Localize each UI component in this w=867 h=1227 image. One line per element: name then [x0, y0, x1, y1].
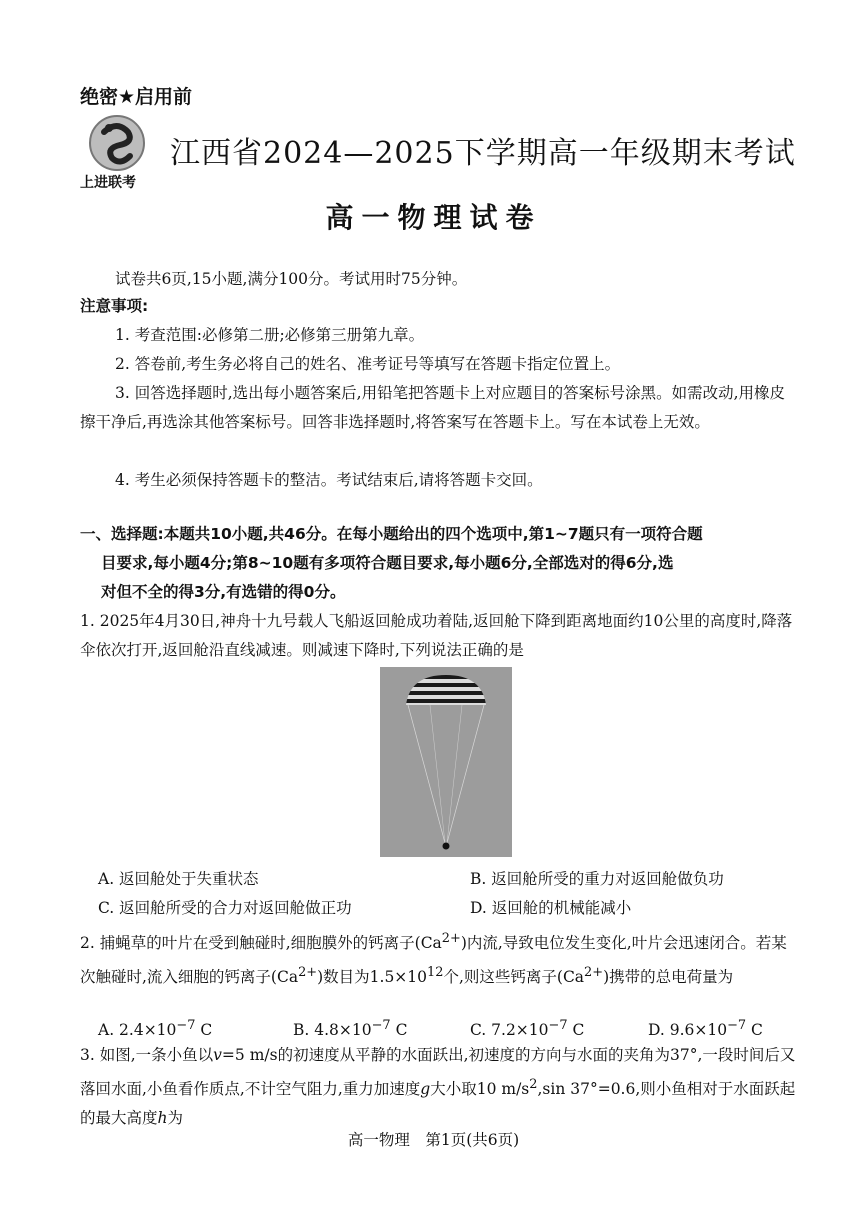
gravity-symbol: g [420, 1080, 431, 1099]
q1-option-c: C. 返回舱所受的合力对返回舱做正功 [98, 899, 352, 917]
notice-heading: 注意事项: [80, 297, 149, 315]
exam-info: 试卷共6页,15小题,满分100分。考试用时75分钟。 [115, 270, 468, 288]
capsule-parachute-photo [380, 667, 512, 857]
notice-item: 4. 考生必须保持答题卡的整洁。考试结束后,请将答题卡交回。 [115, 471, 543, 489]
parachute-icon [380, 667, 512, 857]
section-line: 目要求,每小题4分;第8~10题有多项符合题目要求,每小题6分,全部选对的得6分,选 [101, 554, 674, 572]
q1-option-b: B. 返回舱所受的重力对返回舱做负功 [470, 870, 724, 888]
squared-exponent: 2 [529, 1077, 538, 1092]
notice-item: 3. 回答选择题时,选出每小题答案后,用铅笔把答题卡上对应题目的答案标号涂黑。如需改动,用橡皮擦干净后,再选涂其他答案标号。回答非选择题时,将答案写在答题卡上。写在本试卷上无效。 [80, 384, 785, 431]
question-2-stem [80, 924, 796, 992]
section-line: 对但不全的得3分,有选错的得0分。 [101, 583, 346, 601]
q2-text: )数目为1.5×10 [317, 968, 428, 987]
q1-option-d: D. 返回舱的机械能减小 [470, 899, 632, 917]
q2-superscript: 2+ [298, 965, 318, 981]
q2-exponent: 12 [427, 965, 444, 981]
q2-superscript: 2+ [441, 931, 461, 946]
question-3-stem: 3. 如图,一条小鱼以v=5 m/s的初速度从平静的水面跃出,初速度的方向与水面的夹角为37°,一段时间后又落回水面,小鱼看作质点,不计空气阻力,重力加速度g大小取10 $m/s^2,\sin$ 37°=0.6,则小鱼相对于水面跃起的最大高度h为 [80, 1046, 796, 1128]
q2-option-b: B. $4.8\times 10^{-7}$ C [293, 1018, 408, 1040]
q1-option-a: A. 返回舱处于失重状态 [98, 870, 259, 888]
height-symbol: h [157, 1109, 168, 1128]
q2-text: )携带的总电荷量为 [603, 968, 734, 987]
question-1-stem: 1. 2025年4月30日,神舟十九号载人飞船返回舱成功着陆,返回舱下降到距离地面约10公里的高度时,降落伞依次打开,返回舱沿直线减速。则减速下降时,下列说法正确的是 [80, 612, 793, 659]
q2-text: 2. 捕蝇草的叶片在受到触碰时,细胞膜外的钙离子(Ca [80, 934, 442, 953]
exam-title: 江西省2024—2025下学期高一年级期末考试 [170, 136, 796, 171]
q2-superscript: 2+ [584, 965, 604, 981]
subject-title: 高一物理试卷 [325, 201, 542, 234]
section-heading [80, 520, 796, 607]
q2-text: 个,则这些钙离子(Ca [443, 968, 585, 987]
q2-option-a: A. $2.4\times 10^{-7}$ C [98, 1018, 213, 1040]
page-footer: 高一物理 第1页(共6页) [347, 1131, 520, 1149]
confidential-label: 绝密★启用前 [80, 86, 193, 108]
logo-emblem-icon [82, 112, 152, 174]
notice-item: 1. 考查范围:必修第二册;必修第三册第九章。 [115, 326, 425, 344]
velocity-symbol: v [213, 1046, 222, 1064]
q2-option-c: C. $7.2\times 10^{-7}$ C [470, 1018, 585, 1040]
q2-text: )内流,导致电位发生变化,叶片会迅速闭合。若某次触碰时,流入细胞的钙离子(Ca [80, 934, 787, 987]
q2-option-d: D. $9.6\times 10^{-7}$ C [648, 1018, 763, 1040]
notice-item: 2. 答卷前,考生务必将自己的姓名、准考证号等填写在答题卡指定位置上。 [115, 355, 621, 373]
section-line: 一、选择题:本题共10小题,共46分。在每小题给出的四个选项中,第1~7题只有一项符合题 [80, 525, 703, 543]
logo-text: 上进联考 [80, 175, 136, 191]
